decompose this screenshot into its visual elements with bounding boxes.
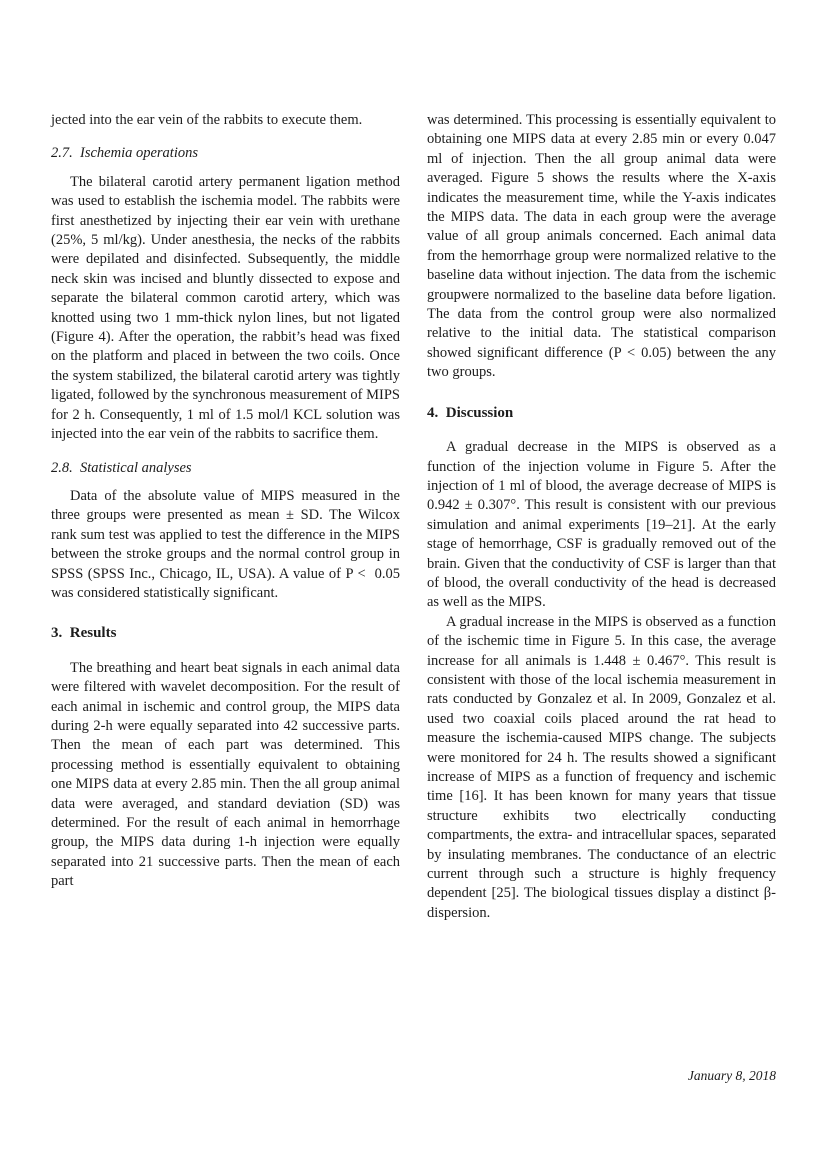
section-heading-discussion: 4. Discussion bbox=[427, 404, 514, 421]
paragraph-discussion-decrease: A gradual decrease in the MIPS is observed as a function of the injection volume in Figure 5. After the injection of 1 ml of blood, the average decrease of MIPS is 0.942 ± 0.307°. This result is consistent with our previous simulation and animal experiments [19–21]. At the early stage of hemorrhage, CSF is gradually removed out of the brain. Given that the conductivity of CSF is larger than that of blood, the overall conductivity of the head is decreased as well as the MIPS. bbox=[427, 439, 776, 611]
two-column-layout bbox=[51, 111, 776, 923]
right-column bbox=[427, 111, 776, 923]
paragraph-continuation: jected into the ear vein of the rabbits to execute them. bbox=[51, 112, 363, 128]
paragraph-ischemia-operations: The bilateral carotid artery permanent ligation method was used to establish the ischemia model. The rabbits were first anesthetized by injecting their ear vein with urethane (25%, 5 ml/kg). Under anesthesia, the necks of the rabbits were depilated and disinfected. Subsequently, the middle neck skin was incised and bluntly dissected to expose and separate the bilateral common carotid artery, which was knotted using two 1 mm-thick nylon lines, but not ligated (Figure 4). After the operation, the rabbit’s head was fixed on the platform and placed in between the two coils. Once the system stabilized, the bilateral carotid artery was tightly ligated, followed by the synchronous measurement of MIPS for 2 h. Consequently, 1 ml of 1.5 mol/l KCL solution was injected into the ear vein of the rabbits to sacrifice them. bbox=[51, 173, 400, 443]
paragraph-results: The breathing and heart beat signals in each animal data were filtered with wavelet decomposition. For the result of each animal in ischemic and control group, the MIPS data during 2-h were equally separated into 42 successive parts. Then the mean of each part was determined. This processing method is essentially equivalent to obtaining one MIPS data at every 2.85 min. Then the all group animal data were averaged, and standard deviation (SD) was determined. For the result of each animal in hemorrhage group, the MIPS data during 1-h injection were equally separated into 21 successive parts. Then the mean of each part bbox=[51, 659, 400, 890]
footer-date: January 8, 2018 bbox=[687, 1068, 776, 1083]
paragraph-continuation: was determined. This processing is essentially equivalent to obtaining one MIPS data at every 2.85 min or every 0.047 ml of injection. Then the all group animal data were averaged. Figure 5 shows the results where the X-axis indicates the measurement time, while the Y-axis indicates the MIPS data. The data in each group were the average value of all group animals concerned. Each animal data from the hemorrhage group were normalized relative to the baseline data without injection. The data from the ischemic groupwere normalized to the baseline data before ligation. The data from the control group were also normalized relative to the initial data. The statistical comparison showed significant difference (P < 0.05) between the any two groups. bbox=[427, 112, 776, 381]
left-column bbox=[51, 111, 400, 923]
section-heading-results: 3. Results bbox=[51, 625, 117, 642]
subsection-heading-statistical-analyses: 2.8. Statistical analyses bbox=[51, 459, 192, 476]
subsection-heading-ischemia-operations: 2.7. Ischemia operations bbox=[51, 145, 198, 162]
paragraph-discussion-increase: A gradual increase in the MIPS is observed as a function of the ischemic time in Figure 5. In this case, the average increase for all animals is 1.448 ± 0.467°. This result is consistent with those of the local ischemia measurement in rats conducted by Gonzalez et al. In 2009, Gonzalez et al. used two coaxial coils placed around the rat head to measure the ischemia-caused MIPS change. The subjects were monitored for 24 h. The results showed a significant increase of MIPS as a function of frequency and ischemic time [16]. It has been known for many years that tissue structure exhibits two electrically conducting compartments, the extra- and intracellular spaces, separated by insulating membranes. The conductance of an electric current through such a structure is highly frequency dependent [25]. The biological tissues display a distinct β-dispersion. bbox=[427, 613, 776, 921]
paragraph-statistical-analyses: Data of the absolute value of MIPS measured in the three groups were presented as mean ± SD. The Wilcox rank sum test was applied to test the difference in the MIPS between the stroke groups and the normal control group in SPSS (SPSS Inc., Chicago, IL, USA). A value of P < 0.05 was considered statistically significant. bbox=[51, 487, 400, 601]
